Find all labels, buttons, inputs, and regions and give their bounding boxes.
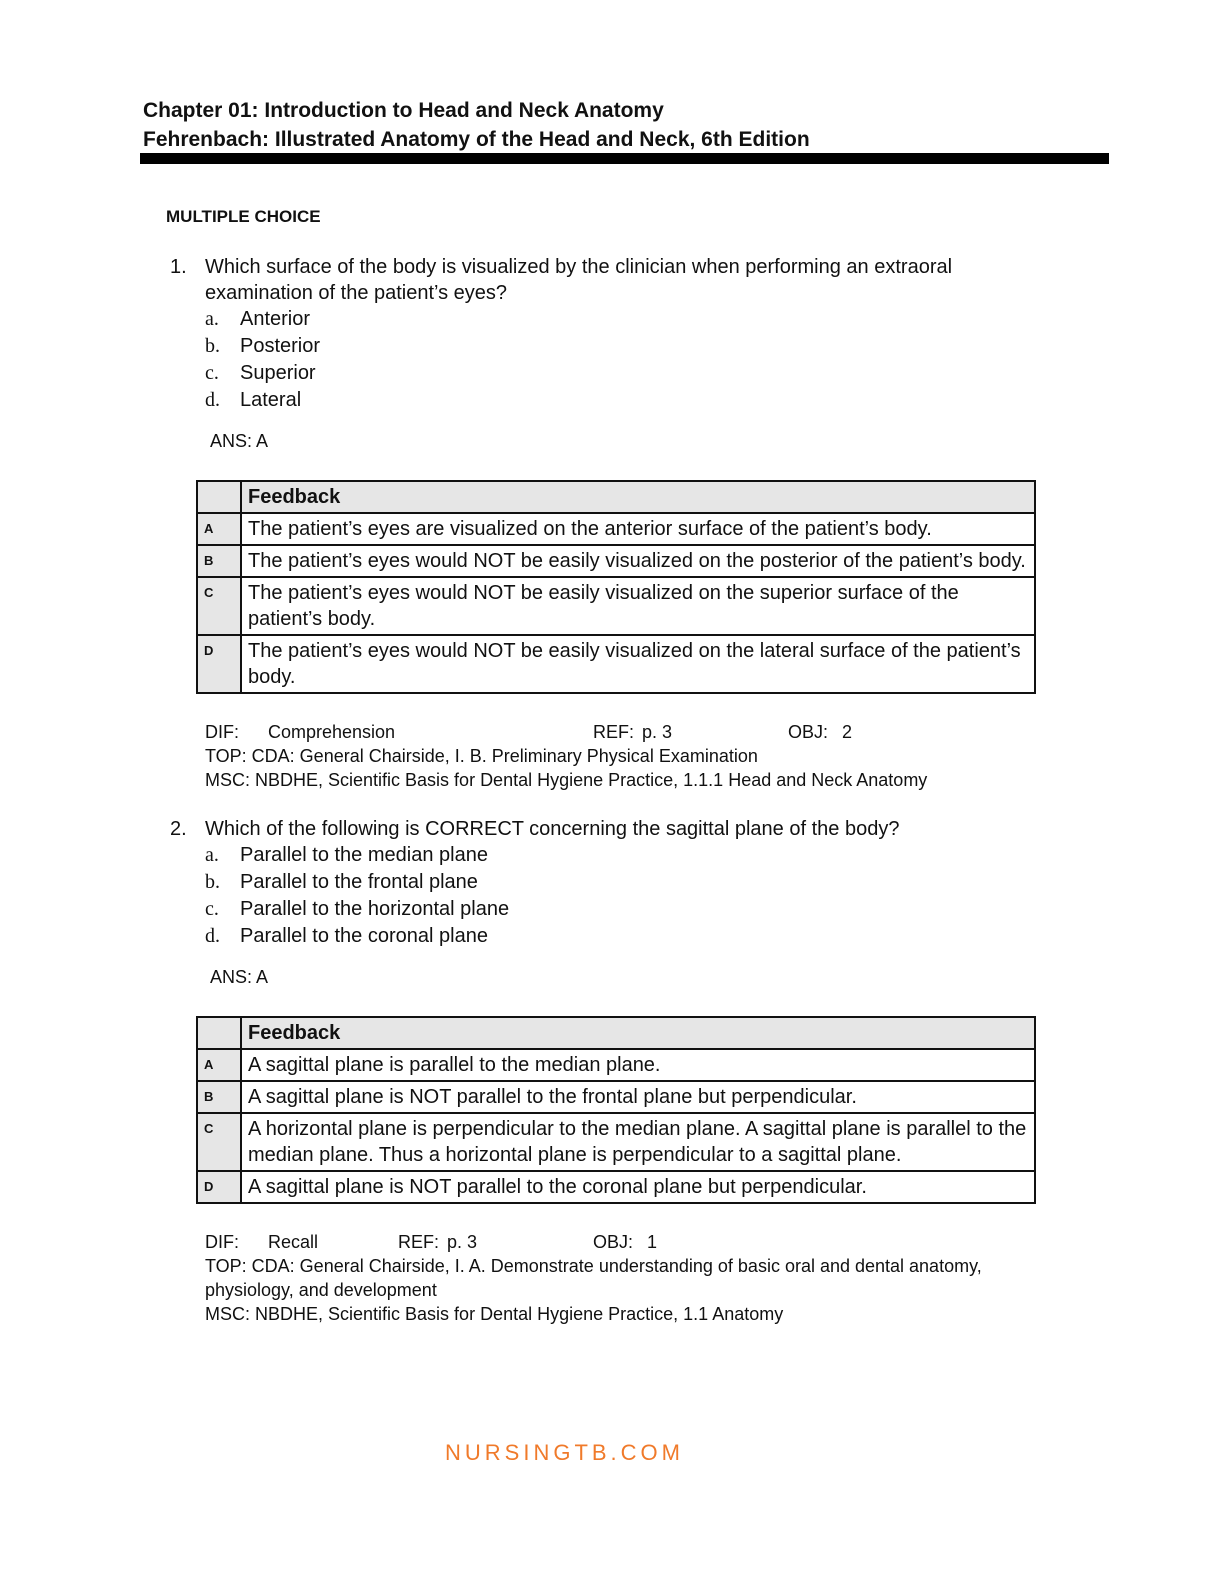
question-1 (170, 254, 1050, 454)
ref-value: p. 3 (642, 722, 673, 742)
feedback-text: The patient’s eyes are visualized on the anterior surface of the patient’s body. (241, 513, 1035, 545)
feedback-row (197, 1171, 1035, 1203)
feedback-text: A sagittal plane is parallel to the median plane. (241, 1049, 1035, 1081)
feedback-key: A (197, 1049, 241, 1081)
option-b (205, 333, 1050, 360)
feedback-text: The patient’s eyes would NOT be easily visualized on the lateral surface of the patient’s body. (241, 635, 1035, 693)
header-rule (140, 153, 1109, 164)
feedback-key: B (197, 545, 241, 577)
option-text: Parallel to the frontal plane (240, 871, 478, 893)
obj-value: 1 (647, 1232, 658, 1252)
feedback-table-1 (196, 480, 1036, 694)
question-2-meta (205, 1230, 1065, 1326)
dif-value: Recall (268, 1232, 319, 1252)
option-text: Superior (240, 362, 316, 384)
feedback-text: A sagittal plane is NOT parallel to the frontal plane but perpendicular. (241, 1081, 1035, 1113)
obj-label: OBJ: (593, 1232, 634, 1252)
feedback-key: D (197, 635, 241, 693)
feedback-row (197, 1113, 1035, 1171)
option-a (205, 306, 1050, 333)
feedback-key-header (197, 481, 241, 513)
question-1-meta (205, 720, 1065, 792)
book-title: Fehrenbach: Illustrated Anatomy of the Head and Neck, 6th Edition (143, 128, 810, 151)
feedback-row (197, 513, 1035, 545)
feedback-row (197, 577, 1035, 635)
ref-value: p. 3 (447, 1232, 478, 1252)
feedback-row (197, 1081, 1035, 1113)
option-b (205, 869, 1050, 896)
question-2 (170, 816, 1050, 990)
option-d (205, 923, 1050, 950)
msc-line: MSC: NBDHE, Scientific Basis for Dental Hygiene Practice, 1.1 Anatomy (205, 1304, 784, 1324)
top-line: TOP: CDA: General Chairside, I. B. Preliminary Physical Examination (205, 746, 758, 766)
option-letter: a. (205, 308, 219, 330)
feedback-text: A horizontal plane is perpendicular to the median plane. A sagittal plane is parallel to the median plane. Thus a horizontal plane is perpendicular to a sagittal plane. (241, 1113, 1035, 1171)
top-line: TOP: CDA: General Chairside, I. A. Demonstrate understanding of basic oral and dental anatomy, physiology, and development (205, 1256, 982, 1300)
feedback-key: B (197, 1081, 241, 1113)
dif-label: DIF: (205, 722, 239, 742)
watermark: NURSINGTB.COM (445, 1440, 684, 1465)
option-text: Anterior (240, 308, 311, 330)
option-text: Parallel to the coronal plane (240, 925, 488, 947)
feedback-key: A (197, 513, 241, 545)
feedback-table-2 (196, 1016, 1036, 1204)
ref-label: REF: (398, 1232, 440, 1252)
feedback-key: C (197, 577, 241, 635)
option-text: Posterior (240, 335, 321, 357)
feedback-row (197, 545, 1035, 577)
question-stem: Which surface of the body is visualized by the clinician when performing an extraoral examination of the patient’s eyes? (205, 256, 953, 304)
obj-label: OBJ: (788, 722, 829, 742)
option-letter: d. (205, 925, 220, 947)
feedback-key: C (197, 1113, 241, 1171)
dif-label: DIF: (205, 1232, 239, 1252)
feedback-text: A sagittal plane is NOT parallel to the coronal plane but perpendicular. (241, 1171, 1035, 1203)
option-text: Parallel to the horizontal plane (240, 898, 510, 920)
question-stem: Which of the following is CORRECT concerning the sagittal plane of the body? (205, 818, 900, 840)
option-c (205, 896, 1050, 923)
question-number: 1. (170, 256, 187, 278)
feedback-text: The patient’s eyes would NOT be easily visualized on the posterior of the patient’s body. (241, 545, 1035, 577)
option-letter: b. (205, 871, 220, 893)
feedback-row (197, 635, 1035, 693)
answer: ANS: A (210, 967, 269, 987)
option-letter: b. (205, 335, 220, 357)
feedback-header: Feedback (241, 1017, 1035, 1049)
feedback-text: The patient’s eyes would NOT be easily visualized on the superior surface of the patient’s body. (241, 577, 1035, 635)
answer: ANS: A (210, 431, 269, 451)
questions-flow (170, 254, 1070, 1326)
feedback-header: Feedback (241, 481, 1035, 513)
chapter-title: Chapter 01: Introduction to Head and Neck Anatomy (143, 99, 664, 122)
feedback-key-header (197, 1017, 241, 1049)
option-letter: a. (205, 844, 219, 866)
option-letter: c. (205, 362, 219, 384)
option-a (205, 842, 1050, 869)
option-text: Lateral (240, 389, 302, 411)
feedback-row (197, 1049, 1035, 1081)
msc-line: MSC: NBDHE, Scientific Basis for Dental Hygiene Practice, 1.1.1 Head and Neck Anatomy (205, 770, 928, 790)
obj-value: 2 (842, 722, 853, 742)
option-text: Parallel to the median plane (240, 844, 488, 866)
question-number: 2. (170, 818, 187, 840)
option-d (205, 387, 1050, 414)
section-heading: MULTIPLE CHOICE (166, 207, 321, 226)
dif-value: Comprehension (268, 722, 396, 742)
option-letter: c. (205, 898, 219, 920)
option-letter: d. (205, 389, 220, 411)
ref-label: REF: (593, 722, 635, 742)
feedback-key: D (197, 1171, 241, 1203)
option-c (205, 360, 1050, 387)
